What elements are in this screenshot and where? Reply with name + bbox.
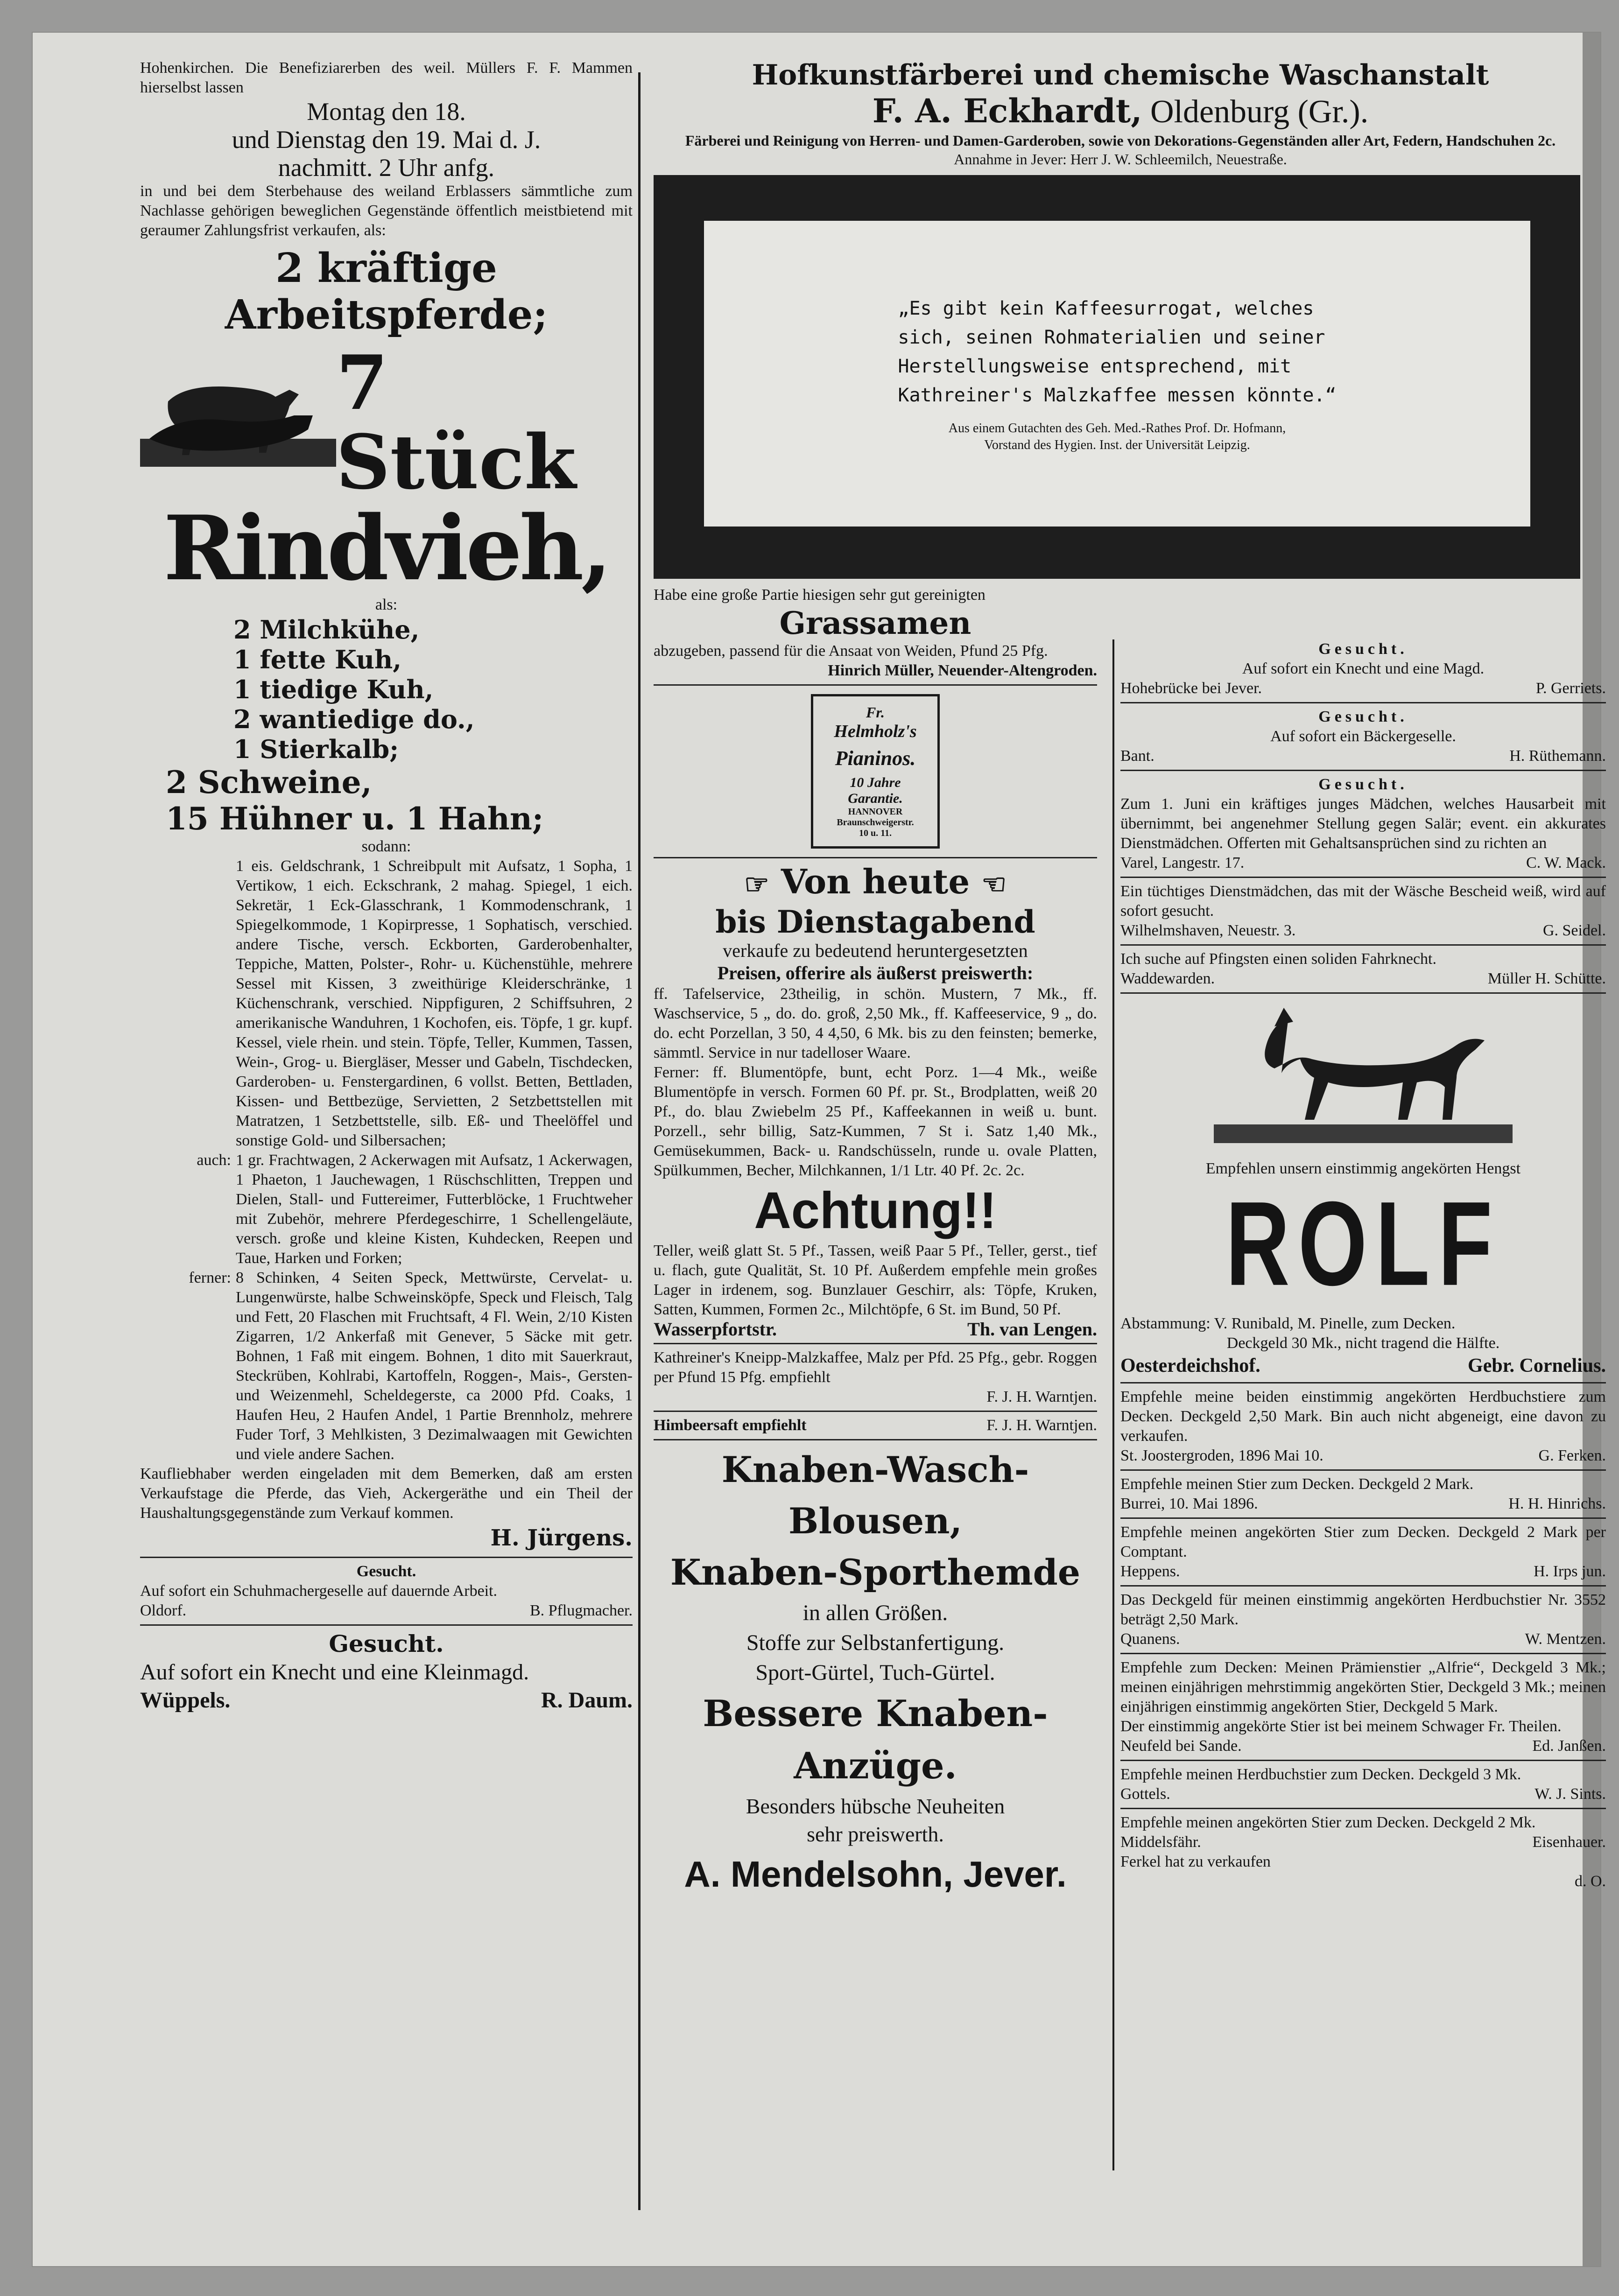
ad-name: H. Irps jun. bbox=[1534, 1563, 1606, 1580]
horse-icon bbox=[1214, 998, 1513, 1152]
quote-line: Kathreiner's Malzkaffee messen könnte.“ bbox=[898, 384, 1337, 406]
ad-signature-row bbox=[1120, 1446, 1606, 1466]
cows-list bbox=[140, 615, 633, 764]
divider bbox=[654, 684, 1097, 686]
sale-line: verkaufe zu bedeutend heruntergesetzten bbox=[723, 940, 1028, 961]
divider bbox=[1120, 1382, 1606, 1383]
ad-name: G. Ferken. bbox=[1538, 1447, 1606, 1464]
grass-text: abzugeben, passend für die Ansaat von Weiden, Pfund 25 Pfg. bbox=[654, 642, 1048, 660]
eckhardt-agency: Annahme in Jever: Herr J. W. Schleemilch, Neuestraße. bbox=[954, 151, 1287, 168]
piano-line: Braunschweigerstr. bbox=[837, 817, 914, 828]
sale-text: Ferner: ff. Blumentöpfe, bunt, echt Porz. 1—4 Mk., weiße Blumentöpfe in versch. Formen 60 Pf. pr. St., Brodplatten, weiß 20 Pf., do. blau Zwiebelm 25 Pf., Kaffeekannen in weiß u. bunt. Porzell., sehr billig, Satz-Kummen, 7 St i. Satz 1,40 Mk., Gemüsekummen, Back- u. Randschüsseln, runde u. ovale Platten, Spülkummen, Becher, Milchkannen, 1/1 Ltr. 40 Pf. 2c. 2c. bbox=[654, 1064, 1097, 1179]
kathreiner-quote bbox=[898, 294, 1336, 410]
ad-text: Auf sofort ein Bäckergeselle. bbox=[1270, 728, 1456, 745]
ad-signature-row bbox=[140, 1601, 633, 1621]
ad-place: Middelsfähr. bbox=[1120, 1833, 1201, 1851]
column-rule-left bbox=[638, 72, 641, 2210]
divider bbox=[1120, 702, 1606, 703]
ferner-text: 8 Schinken, 4 Seiten Speck, Mettwürste, Cervelat- u. Lungenwürste, halbe Schweinsköpfe, Speck und Fleisch, Talg und Fett, 20 Flaschen mit Fruchtsaft, 4 Fl. Wein, 2/10 Kisten Zigarren, 1/2 Ankerfaß mit Genever, 5 Säcke mit getr. Bohnen, 1 Faß mit eingem. Bohnen, 1 dito mit Sauerkraut, Steckrüben, Kohlrabi, Kartoffeln, Roggen-, Mais-, Gersten- und Weizenmehl, Scheldegerste, ca 2000 Pfd. Coaks, 1 Haufen Heu, 2 Haufen Andel, 1 Partie Brennholz, mehrere Fuder Torf, 3 Mehlkisten, 3 Dezimalwaagen mit Gewichten und viele andere Sachen. bbox=[236, 1269, 633, 1463]
ad-signature-row bbox=[1120, 1629, 1606, 1649]
ad-text: Empfehle meinen Stier zum Decken. Deckgeld 2 Mark. bbox=[1120, 1475, 1474, 1493]
divider bbox=[140, 1624, 633, 1626]
poultry-line: 15 Hühner u. 1 Hahn; bbox=[166, 800, 544, 837]
ad-text: Ferkel hat zu verkaufen bbox=[1120, 1853, 1271, 1870]
quote-source: Aus einem Gutachten des Geh. Med.-Rathes Prof. Dr. Hofmann, bbox=[948, 421, 1286, 435]
ad-place: Waddewarden. bbox=[1120, 970, 1215, 987]
piano-line: Pianinos. bbox=[835, 747, 916, 770]
ad-signature-row bbox=[1120, 969, 1606, 989]
ad-signature-row bbox=[1120, 1494, 1606, 1514]
ad-name: P. Gerriets. bbox=[1535, 680, 1606, 697]
ad-text: Empfehle zum Decken: Meinen Prämienstier „Alfrie“, Deckgeld 3 Mk.; meinen einjährigen mehrstimmig angekörten Stier, Deckgeld 3 Mk.; meinen einjährigen einstimmig angekörten Stier, Deckgeld 5 Mark. bbox=[1120, 1659, 1606, 1715]
ad-text: Auf sofort ein Knecht und eine Kleinmagd. bbox=[140, 1660, 529, 1685]
als-label: als: bbox=[375, 596, 398, 613]
auction-signature: H. Jürgens. bbox=[490, 1525, 633, 1551]
divider bbox=[1120, 1653, 1606, 1654]
ad-text: Empfehle meinen Herdbuchstier zum Decken. Deckgeld 3 Mk. bbox=[1120, 1766, 1521, 1783]
eckhardt-city: Oldenburg (Gr.). bbox=[1150, 94, 1369, 130]
ad-heading: Gesucht. bbox=[329, 1630, 444, 1657]
mendelsohn-signature: A. Mendelsohn, Jever. bbox=[684, 1854, 1067, 1895]
piano-ad bbox=[811, 694, 940, 849]
furniture-list: 1 eis. Geldschrank, 1 Schreibpult mit Aufsatz, 1 Sopha, 1 Vertikow, 1 eich. Eckschrank, 2 mahag. Spiegel, 1 eich. Sekretär, 1 Eck-Glasschrank, 1 Kommodenschrank, 1 Spiegelkommode, 1 Kopirpresse, 1 Sophatisch, verschied. andere Tische, versch. Eckborten, Garderobenhalter, Teppiche, Matten, Polster-, Rohr- u. Küchenstühle, mehrere Sessel mit Kissen, 3 zweithürige Kleiderschränke, 1 Küchenschrank, verschied. Nippfiguren, 2 Schiffsuhren, 2 amerikanische Wanduhren, 1 Kochofen, eis. Töpfe, 1 gr. kupf. Kessel, viele rhein. und stein. Töpfe, Teller, Kummen, Tassen, Wein-, Grog- u. Biergläser, Messer und Gabeln, Tischdecken, Garderoben- u. Fenstergardinen, 6 vollst. Betten, Bettladen, Kissen- und Bettbezüge, Servietten, 2 Setzbettstellen mit Matratzen, 1 Setzbettstelle, silb. Eß- und Theelöffel und sonstige Gold- und Silbersachen; bbox=[236, 857, 633, 1149]
ad-signature-row bbox=[1120, 746, 1606, 766]
knaben-heading: Knaben-Wasch-Blousen, bbox=[721, 1449, 1029, 1542]
divider bbox=[140, 1557, 633, 1558]
divider bbox=[1120, 770, 1606, 771]
eckhardt-heading: Hofkunstfärberei und chemische Waschanstalt bbox=[752, 59, 1489, 91]
divider bbox=[1120, 1585, 1606, 1587]
divider bbox=[654, 1439, 1097, 1440]
middle-column bbox=[654, 585, 1097, 1900]
sodann-label: sodann: bbox=[361, 838, 411, 855]
quote-line: sich, seinen Rohmaterialien und seiner bbox=[898, 326, 1325, 348]
achtung-place: Wasserpfortstr. bbox=[654, 1319, 777, 1340]
divider bbox=[1120, 944, 1606, 946]
achtung-name: Th. van Lengen. bbox=[967, 1319, 1097, 1340]
ad-heading: Gesucht. bbox=[1318, 776, 1408, 793]
piano-line: Garantie. bbox=[848, 791, 903, 806]
newspaper-page bbox=[33, 33, 1606, 2266]
cattle-row bbox=[140, 339, 633, 506]
ad-place: Wilhelmshaven, Neuestr. 3. bbox=[1120, 922, 1296, 939]
ad-text: Ein tüchtiges Dienstmädchen, das mit der Wäsche Bescheid weiß, wird auf sofort gesucht. bbox=[1120, 883, 1606, 920]
ad-place: Neufeld bei Sande. bbox=[1120, 1737, 1242, 1755]
divider bbox=[1120, 1760, 1606, 1761]
hengst-intro: Empfehlen unsern einstimmig angekörten Hengst bbox=[1205, 1160, 1521, 1177]
ad-place: Wüppels. bbox=[140, 1688, 231, 1713]
divider bbox=[1120, 877, 1606, 878]
ad-place: Burrei, 10. Mai 1896. bbox=[1120, 1495, 1258, 1512]
cows-item: 1 tiedige Kuh, bbox=[233, 674, 434, 704]
ferner-label: ferner: bbox=[189, 1269, 231, 1286]
sale-line: Preisen, offerire als äußerst preiswerth: bbox=[717, 962, 1034, 983]
kneipp-text: Kathreiner's Kneipp-Malzkaffee, Malz per Pfd. 25 Pfg., gebr. Roggen per Pfund 15 Pfg. empfiehlt bbox=[654, 1349, 1097, 1386]
ad-signature-row bbox=[1120, 853, 1606, 873]
knaben-line: sehr preiswerth. bbox=[807, 1822, 944, 1846]
horses-line-1: 2 kräftige bbox=[275, 245, 497, 292]
piano-line: Fr. bbox=[866, 704, 885, 721]
sale-heading-line bbox=[654, 862, 1097, 904]
ad-name: d. O. bbox=[1574, 1873, 1606, 1890]
divider bbox=[1120, 1469, 1606, 1471]
ad-place: Varel, Langestr. 17. bbox=[1120, 854, 1245, 871]
grass-signature: Hinrich Müller, Neuender-Altengroden. bbox=[828, 662, 1097, 679]
knaben-heading: Bessere Knaben-Anzüge. bbox=[703, 1692, 1048, 1787]
ad-heading: Gesucht. bbox=[1318, 708, 1408, 725]
ad-name: B. Pflugmacher. bbox=[529, 1602, 633, 1619]
divider bbox=[654, 1411, 1097, 1412]
himbeer-row bbox=[654, 1416, 1097, 1435]
auction-closing: Kaufliebhaber werden eingeladen mit dem Bemerken, daß am ersten Verkaufstage die Pferde, das Vieh, Ackergeräthe und ein Theil der Haushaltungsgegenstände zum Verkauf kommen. bbox=[140, 1465, 633, 1522]
ad-name: G. Seidel. bbox=[1542, 922, 1606, 939]
eckhardt-services: Färberei und Reinigung von Herren- und Damen-Garderoben, sowie von Dekorations-Gegenständen aller Art, Federn, Handschuhen 2c. bbox=[685, 132, 1556, 149]
ad-place: Quanens. bbox=[1120, 1630, 1180, 1648]
auction-time: nachmitt. 2 Uhr anfg. bbox=[278, 154, 495, 182]
auch-list bbox=[140, 1151, 633, 1268]
pigs-line: 2 Schweine, bbox=[166, 764, 372, 800]
sale-text: ff. Tafelservice, 23theilig, in schön. Mustern, 7 Mk., ff. Waschservice, 5 „ do. do. groß, 2,50 Mk., ff. Kaffeeservice, 9 „ do. do. echt Porzellan, 3 50, 4 4,50, 6 Mk. bis zu den feinsten; bemerke, sämmtl. Service in nur tadelloser Waare. bbox=[654, 985, 1097, 1061]
rolf-heading: ROLF bbox=[1225, 1177, 1501, 1311]
pointing-hand-left-icon: ☜ bbox=[981, 868, 1007, 901]
ad-name: Ed. Janßen. bbox=[1532, 1737, 1606, 1755]
pointing-hand-right-icon: ☞ bbox=[744, 868, 769, 901]
knaben-line: Stoffe zur Selbstanfertigung. bbox=[746, 1630, 1005, 1655]
ad-signature-row bbox=[1120, 1784, 1606, 1804]
auch-text: 1 gr. Frachtwagen, 2 Ackerwagen mit Aufsatz, 1 Ackerwagen, 1 Phaeton, 1 Jauchewagen, 1 Rüschschlitten, Treppen und Dielen, Stall- und Futtereimer, Futterblöcke, 1 Fruchtweher mit Zubehör, mehrere Pferdegeschirre, 1 Schellengeläute, versch. große und kleine Kisten, Kuhdecken, Reepen und Taue, Harken und Forken; bbox=[236, 1152, 633, 1267]
achtung-text: Teller, weiß glatt St. 5 Pf., Tassen, weiß Paar 5 Pf., Teller, gerst., tief u. flach, gute Qualität, St. 10 Pf. Außerdem empfehle mein großes Lager in irdenem, sog. Bunzlauer Geschirr, als: Töpfe, Kruken, Satten, Kummen, Formen 2c., Milchtöpfe, 6 St. im Bund, 50 Pf. bbox=[654, 1242, 1097, 1318]
divider bbox=[1120, 1517, 1606, 1519]
grass-intro: Habe eine große Partie hiesigen sehr gut gereinigten bbox=[654, 586, 985, 604]
ferner-list bbox=[140, 1268, 633, 1464]
piano-line: 10 Jahre bbox=[850, 775, 901, 790]
cattle-heading: Rindvieh, bbox=[163, 496, 609, 600]
knaben-line: Besonders hübsche Neuheiten bbox=[746, 1794, 1005, 1818]
ad-signature-row bbox=[1120, 1736, 1606, 1756]
ad-name: W. J. Sints. bbox=[1535, 1785, 1606, 1803]
eckhardt-firm-line bbox=[654, 92, 1587, 131]
cattle-count: 7 Stück bbox=[336, 339, 577, 506]
knaben-line: in allen Größen. bbox=[802, 1601, 948, 1625]
ad-heading: Gesucht. bbox=[356, 1563, 416, 1580]
ad-place: Hohebrücke bei Jever. bbox=[1120, 680, 1262, 697]
ad-text: Auf sofort ein Schuhmachergeselle auf dauernde Arbeit. bbox=[140, 1582, 498, 1600]
himbeer-signature: F. J. H. Warntjen. bbox=[986, 1417, 1097, 1434]
ad-text: Empfehle meine beiden einstimmig angekörten Herdbuchstiere zum Decken. Deckgeld 2,50 Mark. Bin auch nicht abgeneigt, eine davon zu verkaufen. bbox=[1120, 1388, 1606, 1445]
quote-line: Herstellungsweise entsprechend, mit bbox=[898, 355, 1292, 377]
quote-source: Vorstand des Hygien. Inst. der Universität Leipzig. bbox=[984, 437, 1250, 452]
ad-name: R. Daum. bbox=[541, 1688, 633, 1713]
ad-place: Heppens. bbox=[1120, 1563, 1180, 1580]
ad-name: C. W. Mack. bbox=[1526, 854, 1606, 871]
cows-item: 1 fette Kuh, bbox=[233, 645, 402, 674]
auction-intro-text: in und bei dem Sterbehause des weiland Erblassers sämmtliche zum Nachlasse gehörigen beweglichen Gegenstände öffentlich meistbietend mit geraumer Zahlungsfrist verkaufen, als: bbox=[140, 183, 633, 239]
kneipp-signature: F. J. H. Warntjen. bbox=[986, 1388, 1097, 1405]
ad-name: Eisenhauer. bbox=[1532, 1833, 1606, 1851]
sale-heading: Von heute bbox=[781, 862, 970, 901]
cows-item: 2 Milchkühe, bbox=[233, 615, 420, 645]
rolf-place: Oesterdeichshof. bbox=[1120, 1355, 1260, 1376]
ad-signature-row bbox=[1120, 921, 1606, 941]
eckhardt-firm: F. A. Eckhardt, bbox=[872, 91, 1142, 130]
ad-text: Empfehle meinen angekörten Stier zum Decken. Deckgeld 2 Mk. bbox=[1120, 1814, 1536, 1831]
ad-name: W. Mentzen. bbox=[1525, 1630, 1606, 1648]
rolf-fee: Deckgeld 30 Mk., nicht tragend die Hälfte. bbox=[1226, 1334, 1500, 1352]
achtung-signature-row bbox=[654, 1320, 1097, 1339]
column-auction bbox=[140, 58, 633, 2229]
ad-signature-row bbox=[1120, 1833, 1606, 1852]
ad-name: Müller H. Schütte. bbox=[1487, 970, 1606, 987]
rolf-signature-row bbox=[1120, 1353, 1606, 1378]
rolf-text: Abstammung: V. Runibald, M. Pinelle, zum Decken. bbox=[1120, 1315, 1456, 1332]
grass-title: Grassamen bbox=[779, 605, 971, 641]
ad-text: Das Deckgeld für meinen einstimmig angekörten Herdbuchstier Nr. 3552 beträgt 2,50 Mark. bbox=[1120, 1591, 1606, 1628]
kathreiner-ad bbox=[654, 175, 1580, 579]
knaben-heading: Knaben-Sporthemde bbox=[670, 1552, 1081, 1593]
horse-illustration bbox=[1120, 998, 1606, 1154]
ad-place: Oldorf. bbox=[140, 1602, 187, 1619]
ad-heading: Gesucht. bbox=[1318, 640, 1408, 658]
horses-line-2: Arbeitspferde; bbox=[225, 291, 548, 338]
ad-name: H. Rüthemann. bbox=[1509, 747, 1606, 765]
divider bbox=[654, 857, 1097, 858]
himbeer-text: Himbeersaft empfiehlt bbox=[654, 1417, 807, 1434]
ad-signature-row bbox=[1120, 679, 1606, 698]
ad-text: Empfehle meinen angekörten Stier zum Decken. Deckgeld 2 Mark per Comptant. bbox=[1120, 1524, 1606, 1560]
ad-signature-row bbox=[1120, 1562, 1606, 1581]
auction-date-2: und Dienstag den 19. Mai d. J. bbox=[232, 126, 541, 154]
cows-item: 2 wantiedige do., bbox=[233, 704, 475, 734]
divider bbox=[654, 1343, 1097, 1344]
piano-line: 10 u. 11. bbox=[859, 828, 892, 838]
kathreiner-quote-box bbox=[704, 221, 1530, 527]
auction-intro-line: Hohenkirchen. Die Benefiziarerben des weil. Müllers F. F. Mammen hierselbst lassen bbox=[140, 59, 633, 96]
quote-line: „Es gibt kein Kaffeesurrogat, welches bbox=[898, 297, 1314, 319]
piano-line: HANNOVER bbox=[848, 807, 903, 817]
column-small-ads bbox=[1120, 639, 1606, 2226]
ad-name: H. H. Hinrichs. bbox=[1508, 1495, 1606, 1512]
cattle-illustration-icon bbox=[140, 369, 336, 476]
ad-text: Ich suche auf Pfingsten einen soliden Fahrknecht. bbox=[1120, 950, 1436, 968]
auction-date-1: Montag den 18. bbox=[307, 98, 466, 126]
ad-place: Bant. bbox=[1120, 747, 1154, 765]
divider bbox=[1120, 1808, 1606, 1809]
ad-signature-row bbox=[140, 1686, 633, 1714]
ad-text: Zum 1. Juni ein kräftiges junges Mädchen, welches Hausarbeit mit übernimmt, bei angenehmer Stellung gegen Salär; event. ein akkurates Dienstmädchen. Offerten mit Gehaltsansprüchen sind zu richten an bbox=[1120, 795, 1606, 852]
achtung-heading: Achtung!! bbox=[754, 1182, 997, 1239]
knaben-line: Sport-Gürtel, Tuch-Gürtel. bbox=[755, 1660, 995, 1685]
eckhardt-ad bbox=[654, 58, 1587, 169]
ad-place: St. Joostergroden, 1896 Mai 10. bbox=[1120, 1447, 1323, 1464]
ad-place: Gottels. bbox=[1120, 1785, 1170, 1803]
cows-item: 1 Stierkalb; bbox=[233, 734, 399, 764]
auch-label: auch: bbox=[197, 1152, 231, 1169]
ad-text: Der einstimmig angekörte Stier ist bei meinem Schwager Fr. Theilen. bbox=[1120, 1718, 1562, 1735]
divider bbox=[1120, 992, 1606, 994]
piano-line: Helmholz's bbox=[834, 722, 917, 741]
rolf-name: Gebr. Cornelius. bbox=[1468, 1355, 1606, 1376]
ad-text: Auf sofort ein Knecht und eine Magd. bbox=[1242, 660, 1485, 677]
sale-subheading: bis Dienstagabend bbox=[715, 904, 1035, 940]
